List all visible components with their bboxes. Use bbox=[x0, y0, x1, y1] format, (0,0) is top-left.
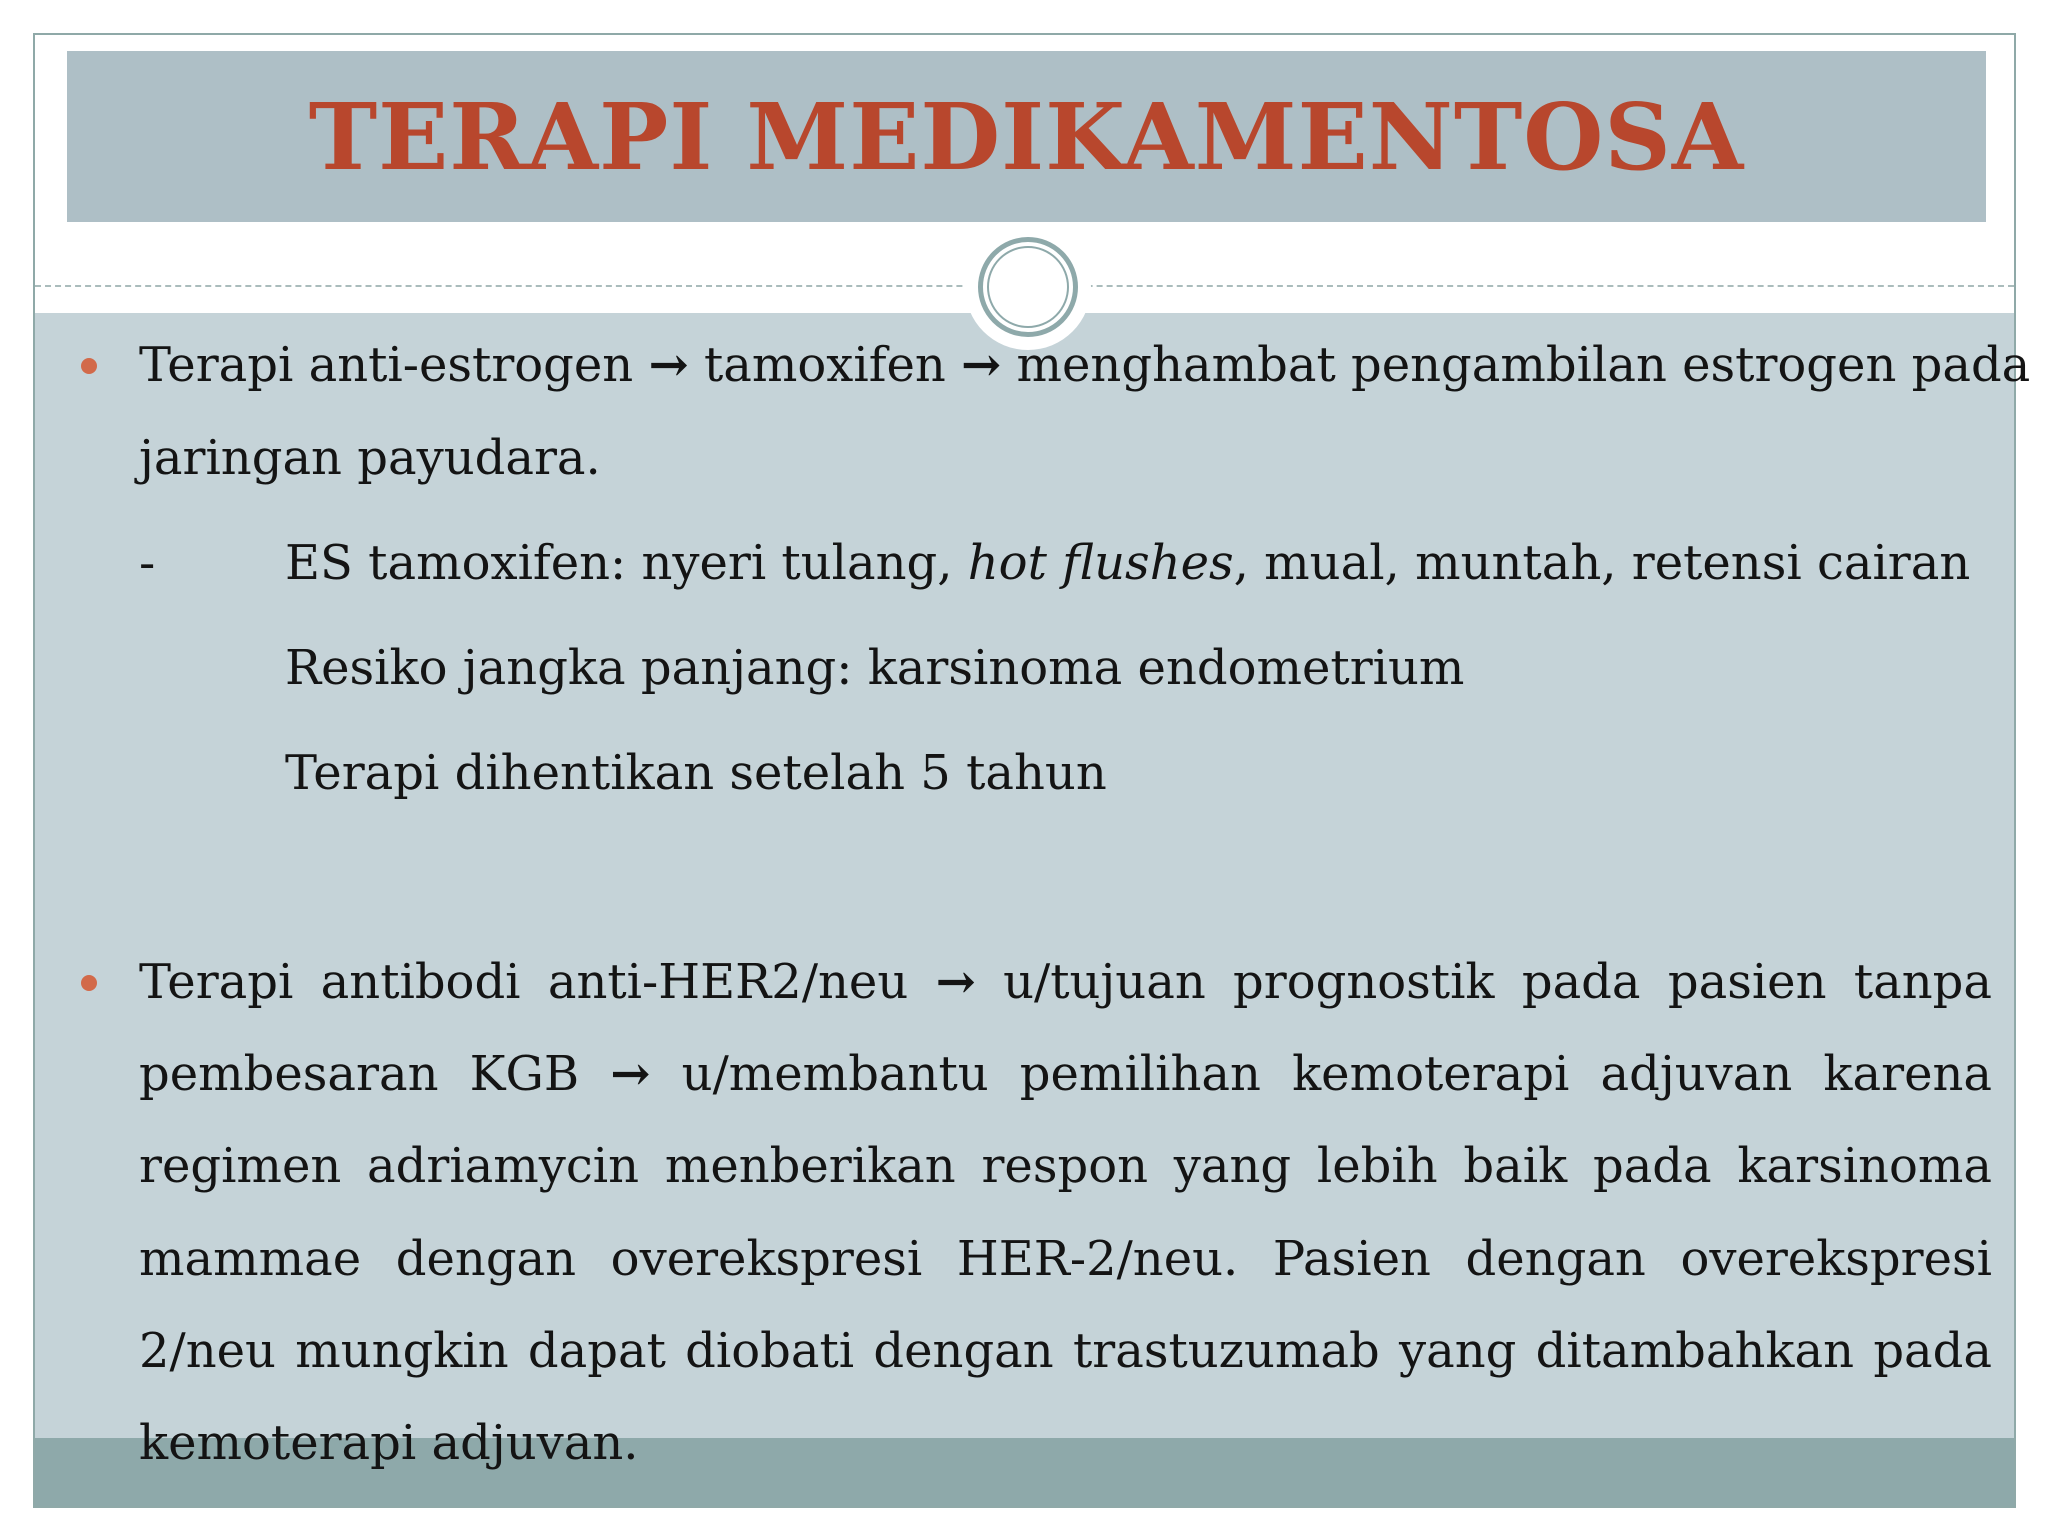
right-arrow-icon: → bbox=[935, 954, 976, 1010]
bullet2-line5: 2/neu mungkin dapat diobati dengan trastuzumab yang ditambahkan pada bbox=[139, 1323, 1992, 1379]
side-effects-italic: hot flushes bbox=[967, 535, 1234, 591]
sub-dash: - bbox=[139, 535, 156, 591]
bullet1-line2: jaringan payudara. bbox=[139, 430, 601, 486]
bullet1-text-c: menghambat pengambilan estrogen pada bbox=[1001, 337, 2031, 393]
slide-title: TERAPI MEDIKAMENTOSA bbox=[308, 82, 1745, 191]
bullet1-line1 bbox=[139, 335, 2030, 395]
sub-item-long-term-risk: Resiko jangka panjang: karsinoma endometrium bbox=[285, 640, 1465, 696]
bullet1-text-b: tamoxifen bbox=[688, 337, 962, 393]
side-effects-text-a: ES tamoxifen: nyeri tulang, bbox=[285, 535, 968, 591]
bullet2-text-c: pembesaran KGB bbox=[139, 1046, 580, 1102]
bullet2-text-b: u/tujuan prognostik pada pasien tanpa bbox=[1003, 954, 1992, 1010]
bullet2-text-d: u/membantu pemilihan kemoterapi adjuvan karena bbox=[681, 1046, 1992, 1102]
bullet2-line6: kemoterapi adjuvan. bbox=[139, 1415, 639, 1471]
sub-item-stop-therapy: Terapi dihentikan setelah 5 tahun bbox=[285, 745, 1107, 801]
circle-ornament-icon bbox=[965, 224, 1091, 350]
bullet-dot-icon bbox=[81, 358, 97, 374]
right-arrow-icon: → bbox=[610, 1046, 651, 1102]
bullet-dot-icon bbox=[81, 975, 97, 991]
ornament-inner-ring bbox=[987, 246, 1069, 328]
bullet2-line1 bbox=[139, 952, 1992, 1012]
right-arrow-icon: → bbox=[648, 337, 689, 393]
sub-item-side-effects bbox=[285, 533, 1970, 593]
title-band bbox=[67, 51, 1986, 222]
side-effects-text-b: , mual, muntah, retensi cairan bbox=[1233, 535, 1971, 591]
bullet2-line4: mammae dengan overekspresi HER-2/neu. Pasien dengan overekspresi bbox=[139, 1231, 1992, 1287]
right-arrow-icon: → bbox=[961, 337, 1002, 393]
bullet2-line2 bbox=[139, 1044, 1992, 1104]
bullet2-line3: regimen adriamycin menberikan respon yang lebih baik pada karsinoma bbox=[139, 1138, 1992, 1194]
bullet1-text-a: Terapi anti-estrogen bbox=[139, 337, 649, 393]
bullet2-text-a: Terapi antibodi anti-HER2/neu bbox=[139, 954, 909, 1010]
